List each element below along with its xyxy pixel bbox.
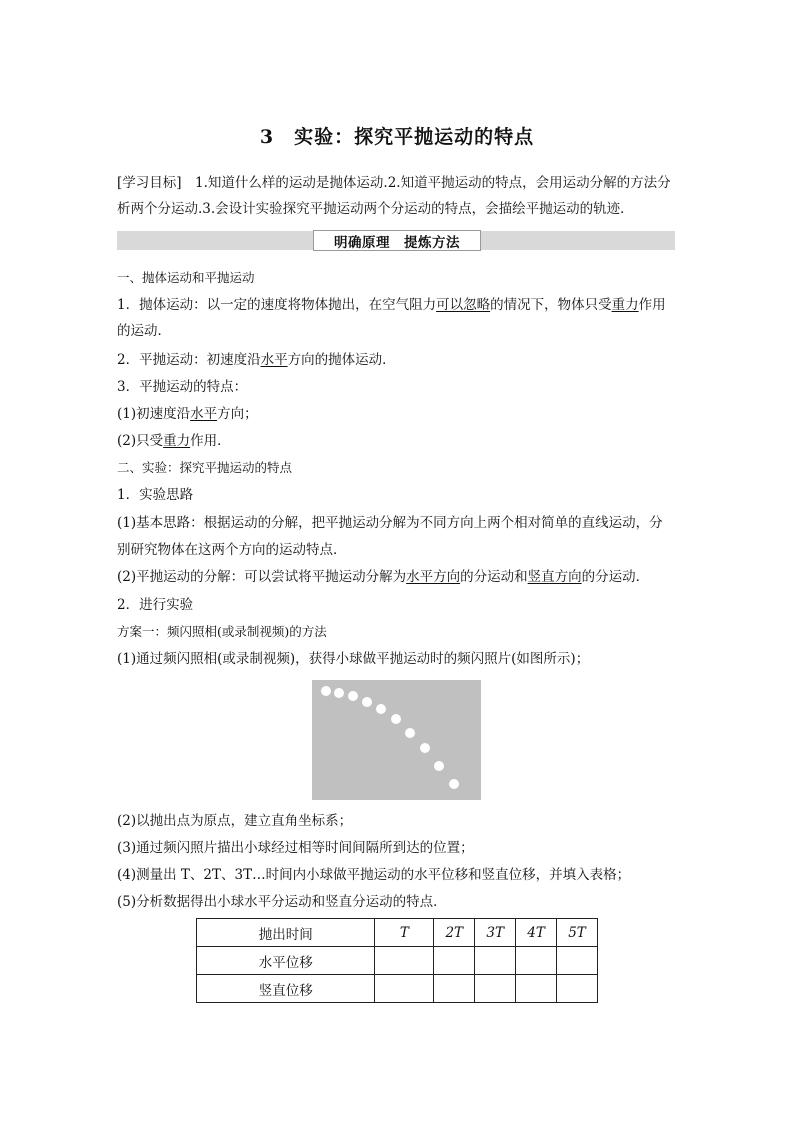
table-row <box>197 975 598 1003</box>
table-cell <box>475 947 516 975</box>
section-banner-label: 明确原理 提炼方法 <box>313 230 481 251</box>
section1-heading: 一、抛体运动和平抛运动 <box>117 270 255 285</box>
table-header-row <box>197 919 598 947</box>
learning-objectives-line2: 析两个分运动.3.会设计实验探究平抛运动两个分运动的特点，会描绘平抛运动的轨迹． <box>117 201 634 217</box>
blank-answer: 水平 <box>260 352 288 368</box>
table-row-label: 竖直位移 <box>197 975 375 1003</box>
ball-position <box>362 697 372 707</box>
ball-position <box>348 691 358 701</box>
ball-position <box>434 761 444 771</box>
idea-1-line2: 别研究物体在这两个方向的运动特点． <box>117 542 347 558</box>
blank-answer: 重力 <box>611 297 639 313</box>
learning-objectives-line1: [学习目标] 1.知道什么样的运动是抛体运动.2.知道平抛运动的特点，会用运动分解的方法分 <box>117 175 671 191</box>
page-title: 3 实验：探究平抛运动的特点 <box>259 126 535 148</box>
table-row <box>197 947 598 975</box>
table-cell <box>434 947 475 975</box>
objectives-tag: [学习目标] <box>117 175 182 191</box>
idea-2: (2)平抛运动的分解：可以尝试将平抛运动分解为水平方向的分运动和竖直方向的分运动． <box>117 569 650 585</box>
table-header-cell: 抛出时间 <box>197 919 375 947</box>
table-cell <box>557 975 598 1003</box>
table-header-cell: T <box>375 919 434 947</box>
table-cell <box>516 975 557 1003</box>
blank-answer: 水平 <box>190 406 218 422</box>
feature-1: (1)初速度沿水平方向； <box>117 406 258 422</box>
table-header-cell: 4T <box>516 919 557 947</box>
blank-answer: 竖直方向 <box>527 569 582 585</box>
displacement-table <box>196 918 598 1003</box>
definition-projectile-motion: 1．抛体运动：以一定的速度将物体抛出，在空气阻力可以忽略的情况下，物体只受重力作用 <box>117 297 666 313</box>
ball-position <box>391 714 401 724</box>
ball-position <box>449 779 459 789</box>
table-header-cell: 2T <box>434 919 475 947</box>
plan-1-heading: 方案一：频闪照相(或录制视频)的方法 <box>117 624 327 639</box>
step-1: (1)通过频闪照相(或录制视频)，获得小球做平抛运动时的频闪照片(如图所示)； <box>117 651 590 667</box>
section2-heading: 二、实验：探究平抛运动的特点 <box>117 460 293 475</box>
table-header-cell: 5T <box>557 919 598 947</box>
definition-horizontal-projectile: 2．平抛运动：初速度沿水平方向的抛体运动． <box>117 352 396 368</box>
ball-position <box>376 704 386 714</box>
ball-position <box>334 688 344 698</box>
table-header-cell: 3T <box>475 919 516 947</box>
blank-answer: 水平方向 <box>406 569 461 585</box>
table-cell <box>557 947 598 975</box>
blank-answer: 可以忽略 <box>436 297 491 313</box>
feature-2: (2)只受重力作用． <box>117 433 231 449</box>
step-2: (2)以抛出点为原点，建立直角坐标系； <box>117 813 353 829</box>
table-cell <box>375 947 434 975</box>
table-cell <box>516 947 557 975</box>
step-4: (4)测量出 T、2T、3T…时间内小球做平抛运动的水平位移和竖直位移，并填入表格； <box>117 867 631 883</box>
blank-answer: 重力 <box>163 433 191 449</box>
table-row-label: 水平位移 <box>197 947 375 975</box>
ball-position <box>420 743 430 753</box>
ball-position <box>321 686 331 696</box>
stroboscopic-photo-image <box>312 680 481 800</box>
table-cell <box>475 975 516 1003</box>
experiment-idea-heading: 1．实验思路 <box>117 487 194 503</box>
step-5: (5)分析数据得出小球水平分运动和竖直分运动的特点． <box>117 894 447 910</box>
features-heading: 3．平抛运动的特点： <box>117 379 248 395</box>
experiment-procedure-heading: 2．进行实验 <box>117 597 194 613</box>
stroboscopic-photo <box>312 680 481 800</box>
table-cell <box>375 975 434 1003</box>
step-3: (3)通过频闪照片描出小球经过相等时间间隔所到达的位置； <box>117 840 474 856</box>
ball-position <box>405 728 415 738</box>
definition-projectile-motion-cont: 的运动． <box>117 323 171 339</box>
idea-1-line1: (1)基本思路：根据运动的分解，把平抛运动分解为不同方向上两个相对简单的直线运动，分 <box>117 515 663 531</box>
table-cell <box>434 975 475 1003</box>
